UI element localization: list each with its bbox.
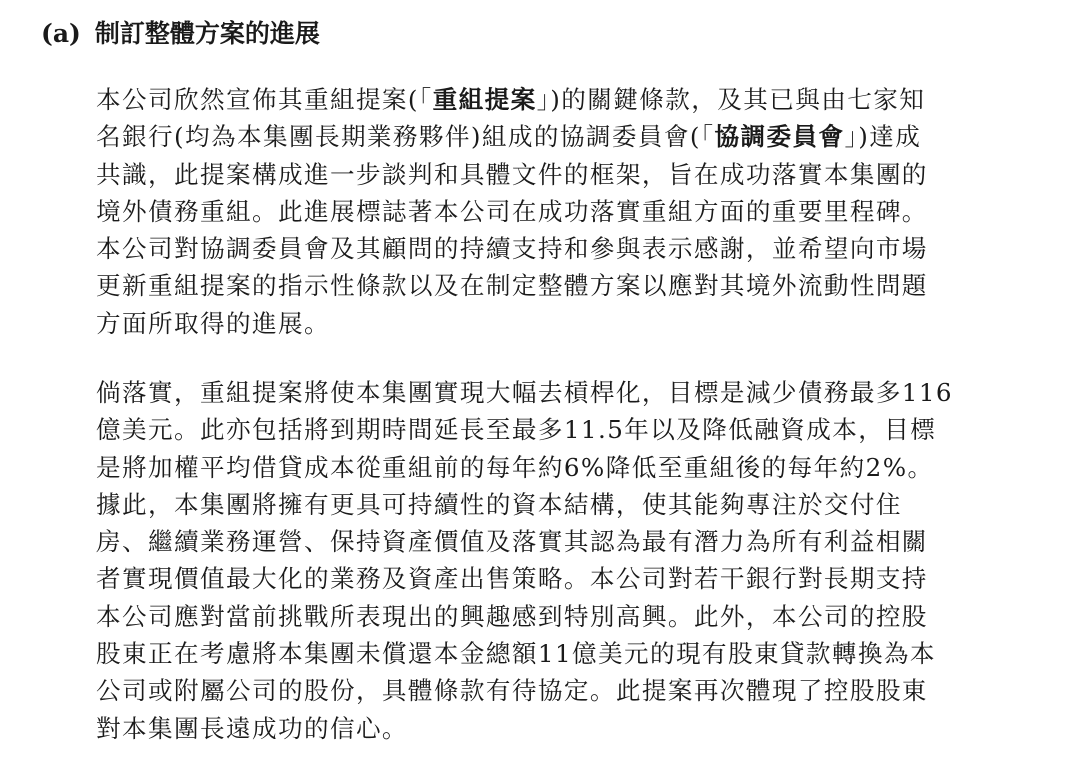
paragraph-line: 共識，此提案構成進一步談判和具體文件的框架，旨在成功落實本集團的	[96, 159, 928, 189]
paragraph-line: 境外債務重組。此進展標誌著本公司在成功落實重組方面的重要里程碑。	[96, 196, 928, 226]
paragraph-line: 本公司對協調委員會及其顧問的持續支持和參與表示感謝，並希望向市場	[96, 234, 928, 264]
paragraph-line: 據此，本集團將擁有更具可持續性的資本結構，使其能夠專注於交付住	[96, 489, 902, 519]
paragraph-line: 是將加權平均借貸成本從重組前的每年約6%降低至重組後的每年約2%。	[96, 452, 934, 482]
paragraph-line: 者實現價值最大化的業務及資產出售策略。本公司對若干銀行對長期支持	[96, 564, 928, 594]
paragraph-line: 房、繼續業務運營、保持資產價值及落實其認為最有潛力為所有利益相關	[96, 527, 928, 557]
paragraph-line: 本公司欣然宣佈其重組提案(「重組提案」)的關鍵條款，及其已與由七家知	[96, 85, 926, 114]
defined-term-coordinating-committee: 協調委員會	[714, 122, 845, 152]
paragraph-line: 更新重組提案的指示性條款以及在制定整體方案以應對其境外流動性問題	[96, 271, 928, 301]
paragraph-line: 股東正在考慮將本集團未償還本金總額11億美元的現有股東貸款轉換為本	[96, 639, 936, 669]
paragraph-line: 對本集團長遠成功的信心。	[96, 713, 408, 743]
paragraph-restructuring-proposal	[96, 81, 1028, 342]
defined-term-restructuring-proposal: 重組提案	[432, 85, 537, 114]
section-title: 制訂整體方案的進展	[94, 19, 320, 48]
paragraph-line: 名銀行(均為本集團長期業務夥伴)組成的協調委員會(「協調委員會」)達成	[96, 122, 922, 152]
paragraph-line: 公司或附屬公司的股份，具體條款有待協定。此提案再次體現了控股股東	[96, 676, 928, 706]
paragraph-deleveraging	[96, 374, 1028, 747]
section-number: (a)	[41, 19, 81, 48]
paragraph-line: 方面所取得的進展。	[96, 308, 330, 338]
paragraph-line: 本公司應對當前挑戰所表現出的興趣感到特別高興。此外，本公司的控股	[96, 601, 928, 631]
paragraph-line: 倘落實，重組提案將使本集團實現大幅去槓桿化，目標是減少債務最多116	[96, 378, 953, 407]
section-heading	[41, 14, 320, 54]
paragraph-line: 億美元。此亦包括將到期時間延長至最多11.5年以及降低融資成本，目標	[96, 415, 937, 445]
